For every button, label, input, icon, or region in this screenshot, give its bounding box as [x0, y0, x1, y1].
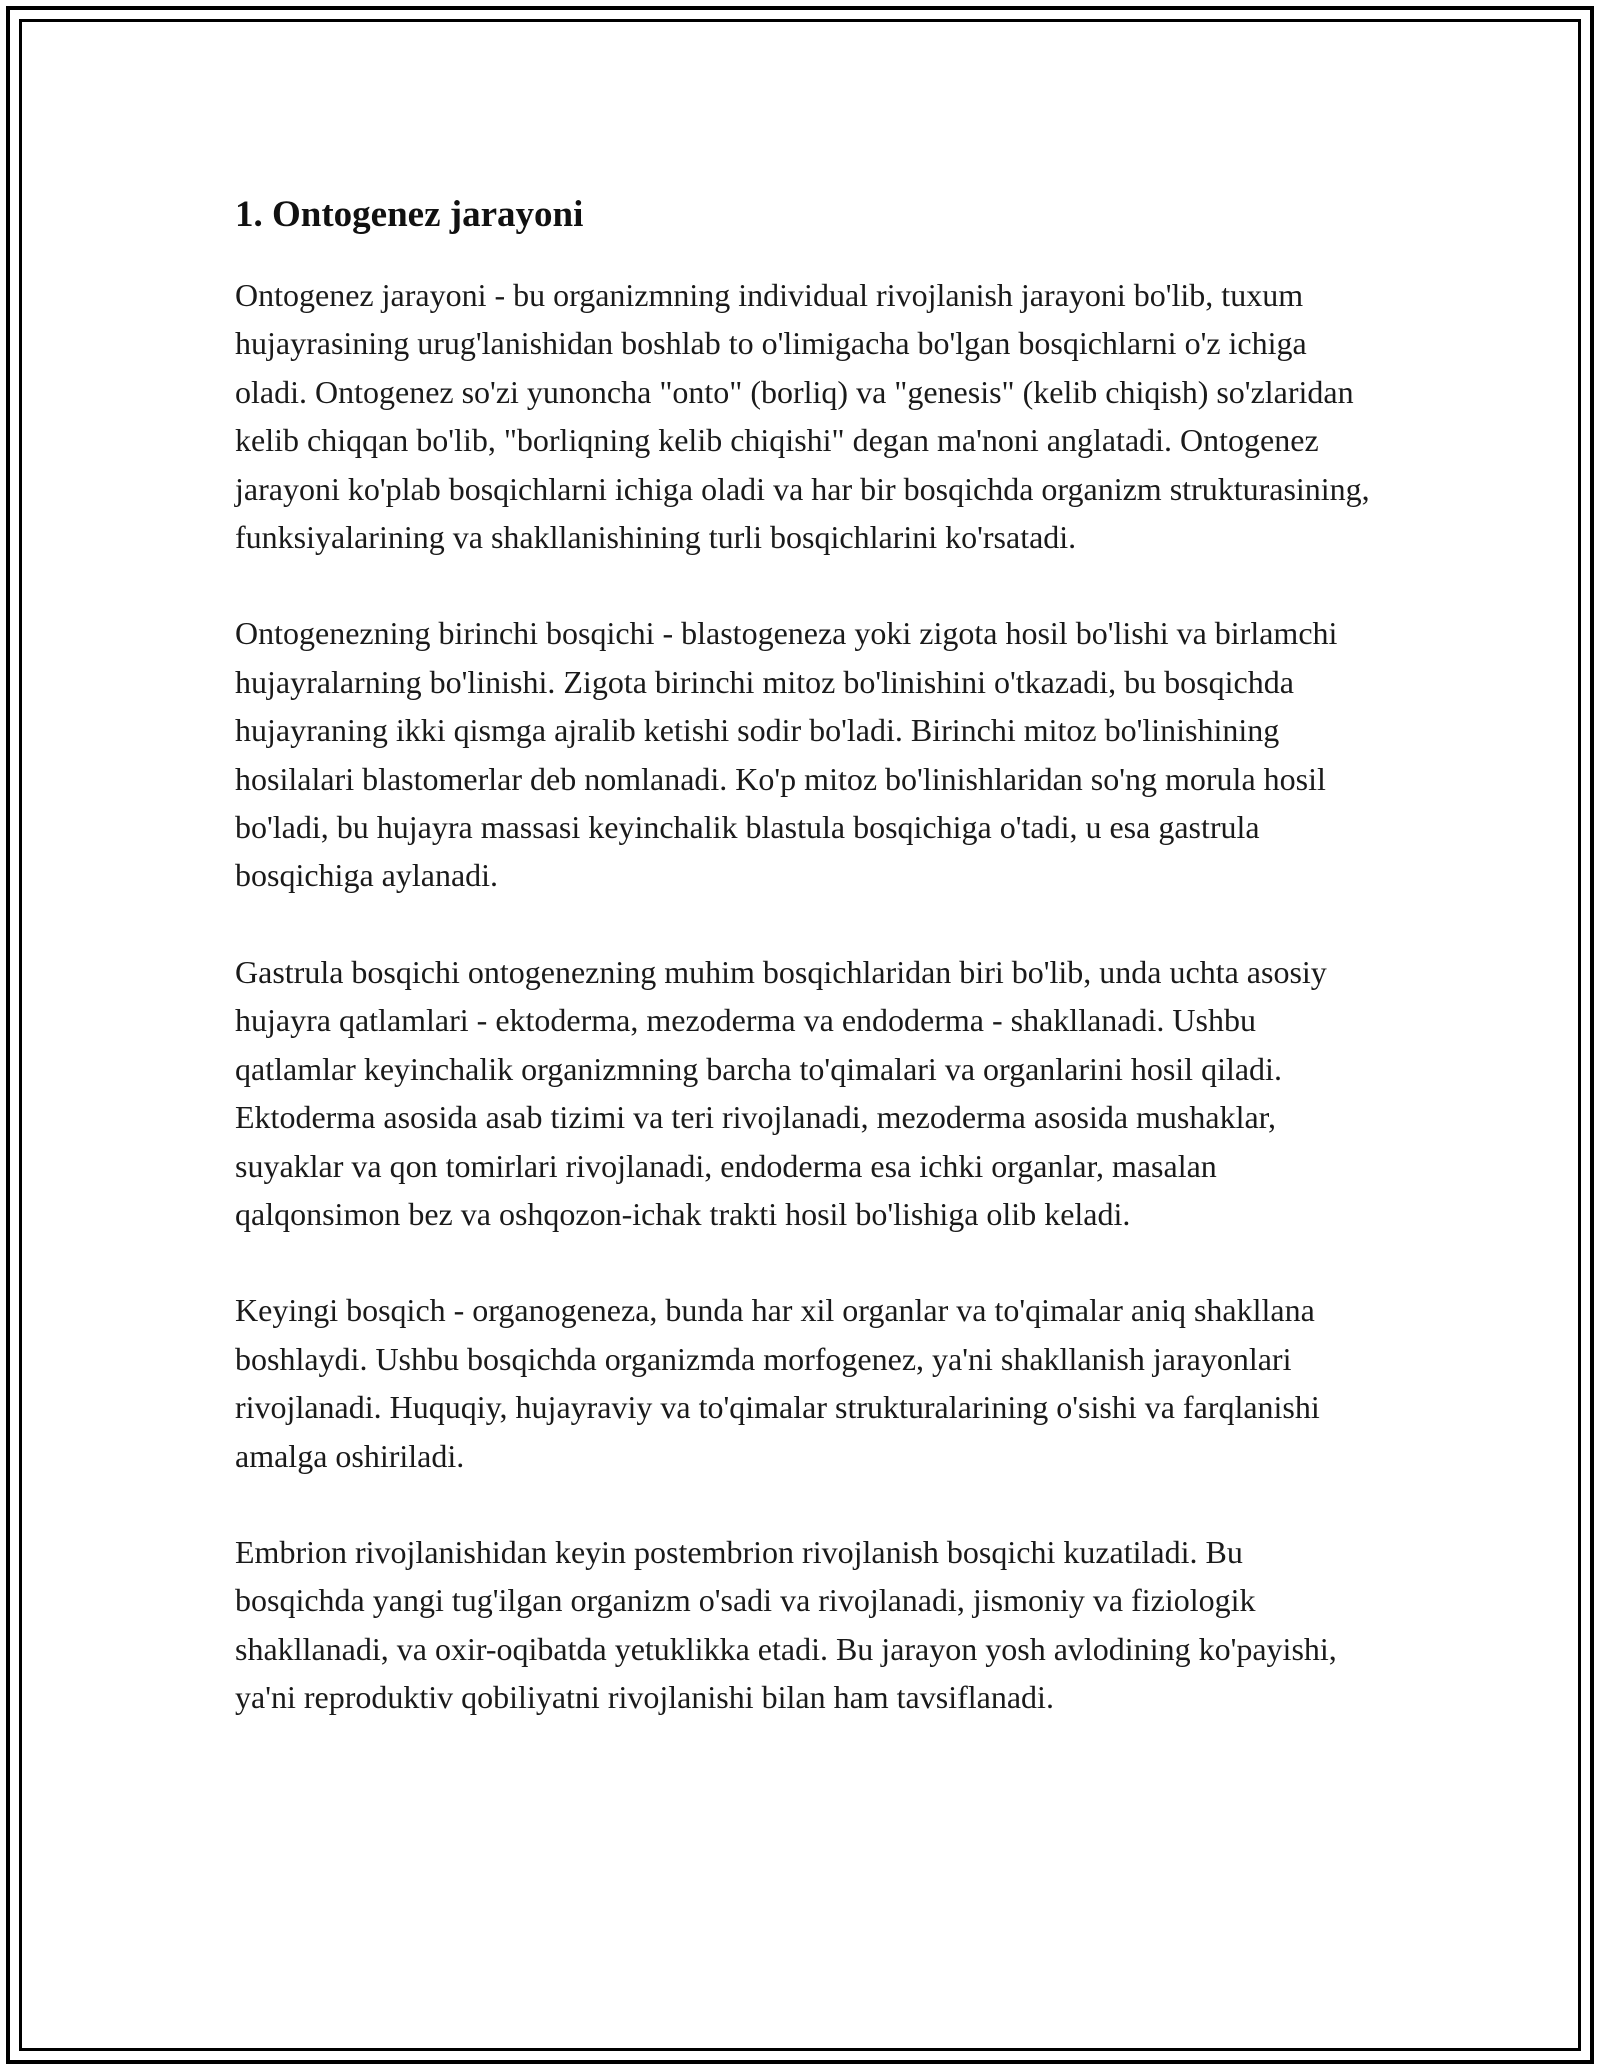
section-heading: 1. Ontogenez jarayoni: [235, 194, 584, 235]
paragraph-gastrula: Gastrula bosqichi ontogenezning muhim bosqichlaridan biri bo'lib, unda uchta asosiy hujayra qatlamlari - ektoderma, mezoderma va endoderma - shakllanadi. Ushbu qatlamlar keyinchalik organizmning barcha to'qimalari va organlarini hosil qiladi. Ektoderma asosida asab tizimi va teri rivojlanadi, mezoderma asosida mushaklar, suyaklar va qon tomirlari rivojlanadi, endoderma esa ichki organlar, masalan qalqonsimon bez va oshqozon-ichak trakti hosil bo'lishiga olib keladi.: [235, 953, 1327, 1232]
paragraph-organogenesis: Keyingi bosqich - organogeneza, bunda har xil organlar va to'qimalar aniq shakllana boshlaydi. Ushbu bosqichda organizmda morfogenez, ya'ni shakllanish jarayonlari rivojlanadi. Huquqiy, hujayraviy va to'qimalar strukturalarining o'sishi va farqlanishi amalga oshiriladi.: [235, 1292, 1320, 1474]
paragraph-postembryonic: Embrion rivojlanishidan keyin postembrion rivojlanish bosqichi kuzatiladi. Bu bosqichda yangi tug'ilgan organizm o'sadi va rivojlanadi, jismoniy va fiziologik shakllanadi, va oxir-oqibatda yetuklikka etadi. Bu jarayon yosh avlodining ko'payishi, ya'ni reproduktiv qobiliyatni rivojlanishi bilan ham tavsiflanadi.: [235, 1533, 1337, 1716]
paragraph-intro: Ontogenez jarayoni - bu organizmning individual rivojlanish jarayoni bo'lib, tuxum hujayrasining urug'lanishidan boshlab to o'limigacha bo'lgan bosqichlarni o'z ichiga oladi. Ontogenez so'zi yunoncha "onto" (borliq) va "genesis" (kelib chiqish) so'zlaridan kelib chiqqan bo'lib, "borliqning kelib chiqishi" degan ma'noni anglatadi. Ontogenez jarayoni ko'plab bosqichlarni ichiga oladi va har bir bosqichda organizm strukturasining, funksiyalarining va shakllanishining turli bosqichlarini ko'rsatadi.: [235, 277, 1370, 556]
document-body: [235, 185, 1375, 1770]
paragraph-blastogenesis: Ontogenezning birinchi bosqichi - blastogeneza yoki zigota hosil bo'lishi va birlamchi hujayralarning bo'linishi. Zigota birinchi mitoz bo'linishini o'tkazadi, bu bosqichda hujayraning ikki qismga ajralib ketishi sodir bo'ladi. Birinchi mitoz bo'linishining hosilalari blastomerlar deb nomlanadi. Ko'p mitoz bo'linishlaridan so'ng morula hosil bo'ladi, bu hujayra massasi keyinchalik blastula bosqichiga o'tadi, u esa gastrula bosqichiga aylanadi.: [235, 615, 1338, 894]
